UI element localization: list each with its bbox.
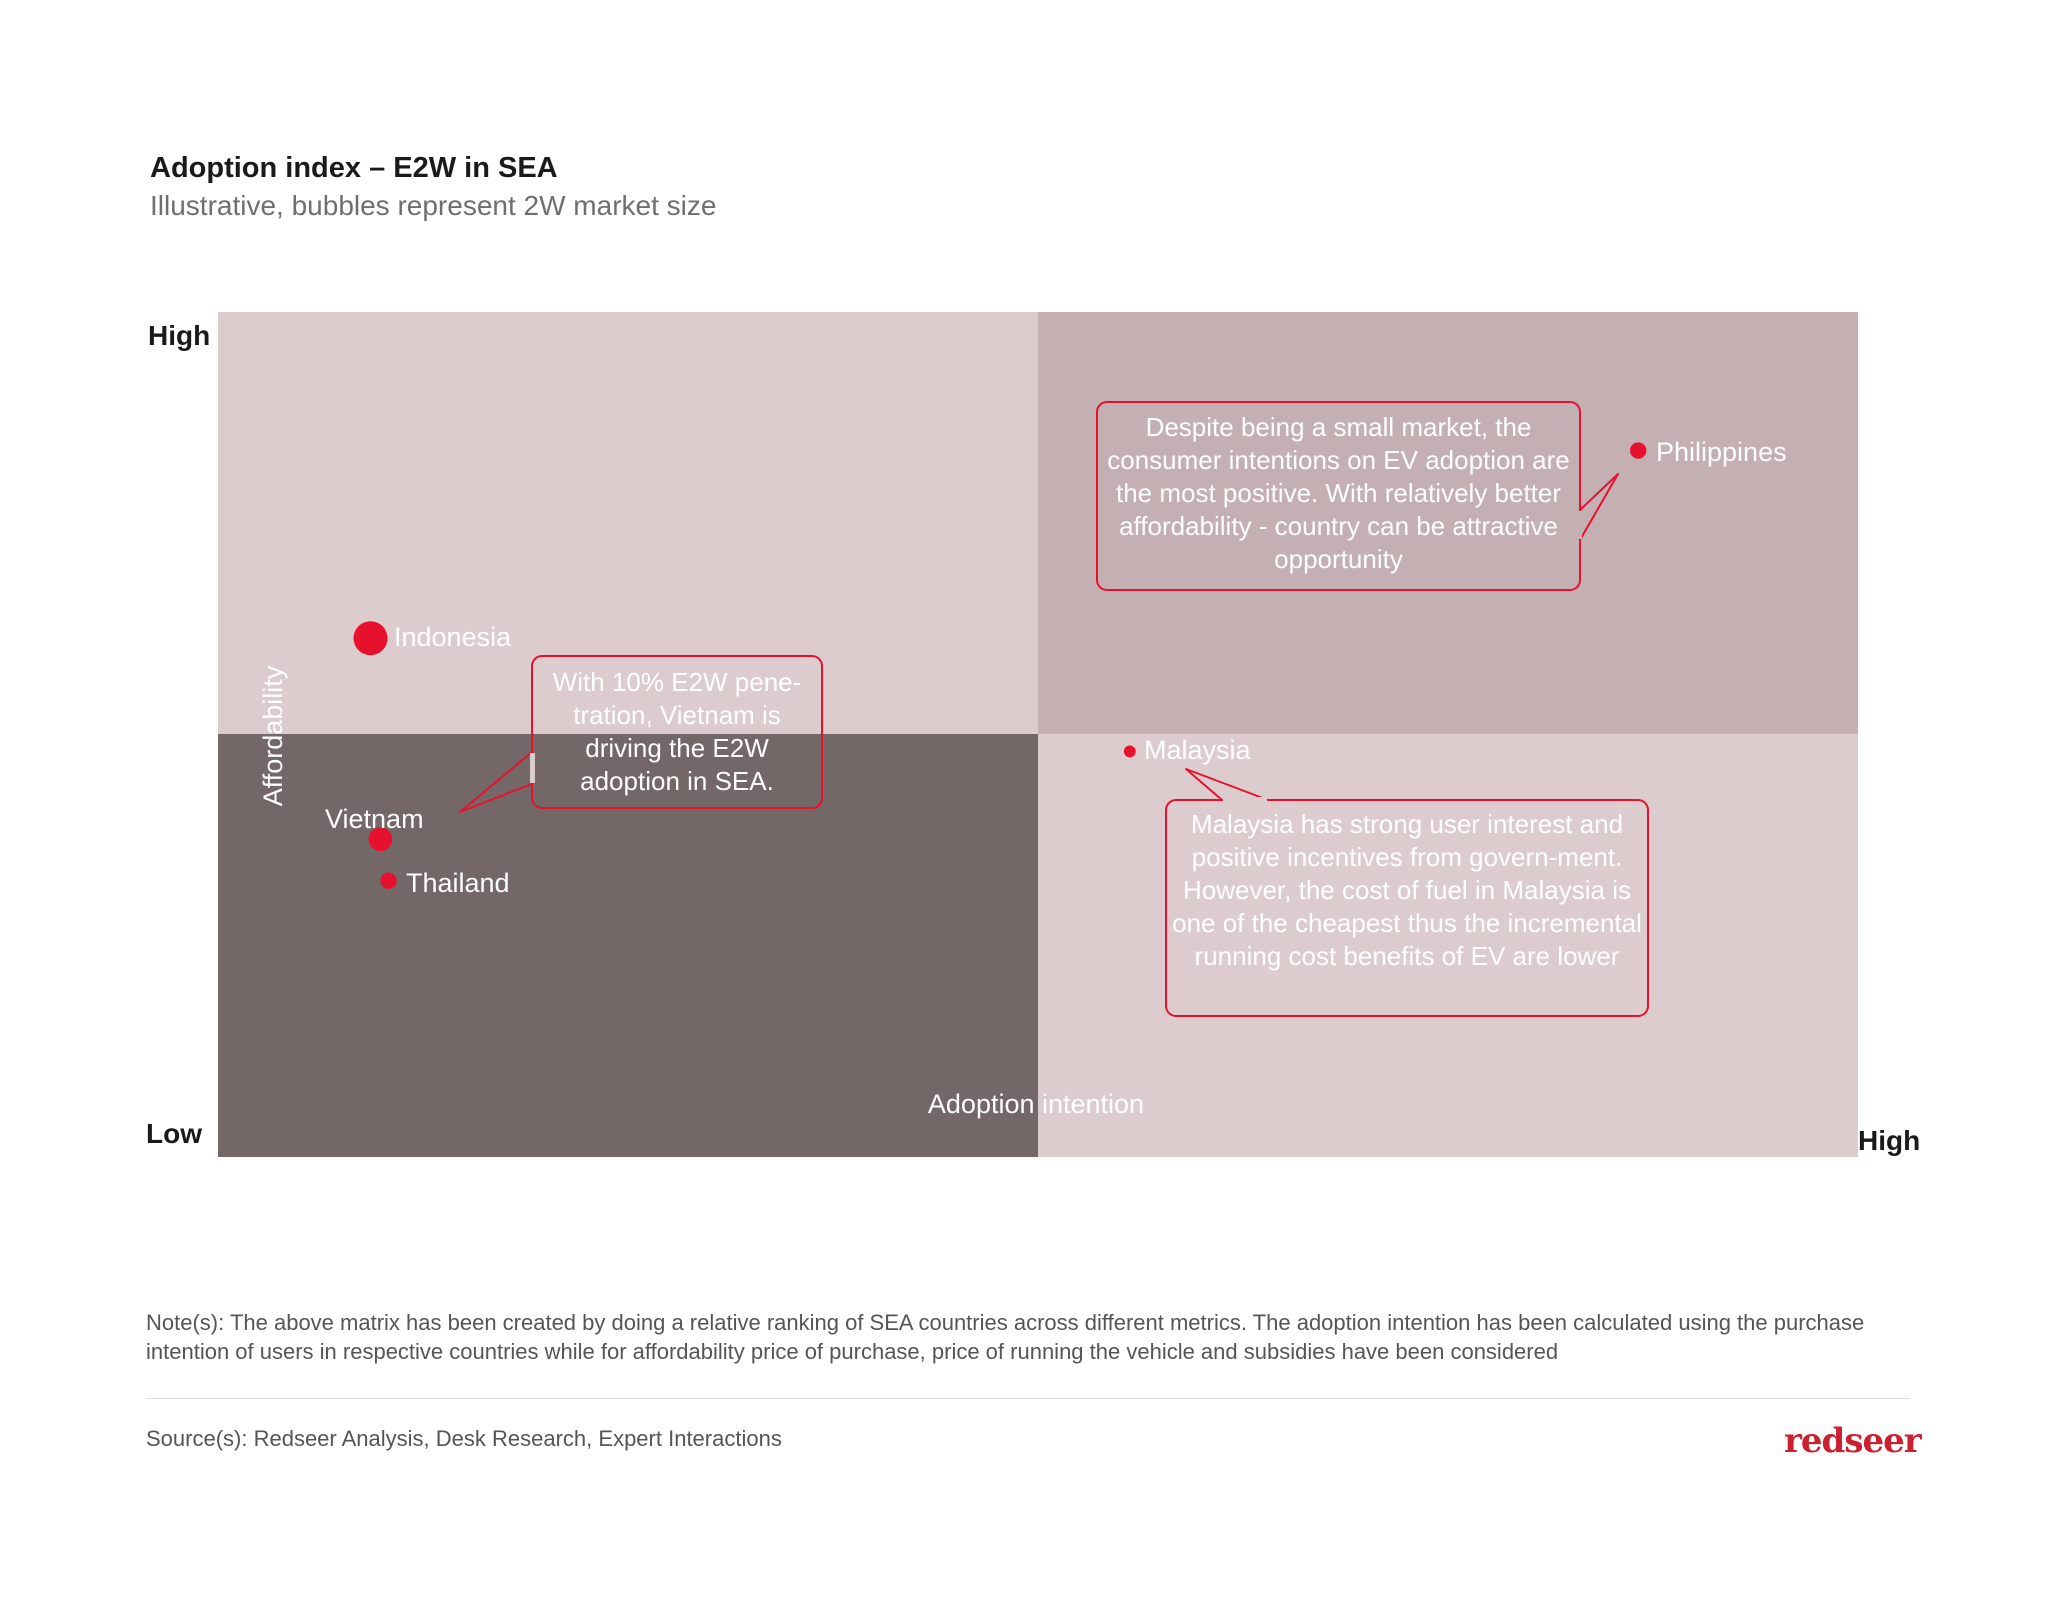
malaysia-callout-gap — [1223, 797, 1267, 802]
y-axis-high-label: High — [148, 320, 211, 351]
label-thailand: Thailand — [406, 868, 510, 898]
malaysia-callout-text: Malaysia has strong user interest and positive incentives from govern-ment. However, the cost of fuel in Malaysia is one of the cheapest thus the incremental running cost benefits of EV are lower — [1172, 809, 1642, 971]
bubble-philippines — [1630, 442, 1646, 458]
bubble-malaysia — [1124, 746, 1136, 758]
philippines-callout-text: Despite being a small market, the consumer intentions on EV adoption are the most positive. With relatively better affordability - country can be attractive opportunity — [1107, 412, 1570, 574]
chart-title: Adoption index – E2W in SEA — [150, 152, 558, 184]
vietnam-callout-gap — [530, 753, 535, 783]
chart-subtitle: Illustrative, bubbles represent 2W market size — [150, 190, 717, 221]
vietnam-callout-text: With 10% E2W pene-tration, Vietnam is driving the E2W adoption in SEA. — [552, 667, 802, 796]
footer-note: Note(s): The above matrix has been created by doing a relative ranking of SEA countries across different metrics. The adoption intention has been calculated using the purchase intention of users in respective countries while for affordability price of purchase, price of running the vehicle and subsidies have been considered — [146, 1310, 1865, 1364]
x-axis-high-label: High — [1858, 1125, 1921, 1156]
footer-divider — [146, 1398, 1910, 1399]
label-indonesia: Indonesia — [394, 622, 512, 652]
label-malaysia: Malaysia — [1144, 735, 1251, 765]
y-axis-low-label: Low — [146, 1118, 202, 1149]
x-axis-title: Adoption intention — [927, 1089, 1145, 1119]
redseer-logo: redseer — [1784, 1421, 1921, 1461]
label-vietnam: Vietnam — [325, 804, 424, 834]
footer-source: Source(s): Redseer Analysis, Desk Research, Expert Interactions — [146, 1426, 782, 1451]
label-philippines: Philippines — [1656, 437, 1787, 467]
bubble-indonesia — [354, 621, 388, 655]
y-axis-title: Affordability — [258, 665, 288, 807]
philippines-callout-gap — [1577, 511, 1582, 539]
bubble-thailand — [380, 873, 396, 889]
